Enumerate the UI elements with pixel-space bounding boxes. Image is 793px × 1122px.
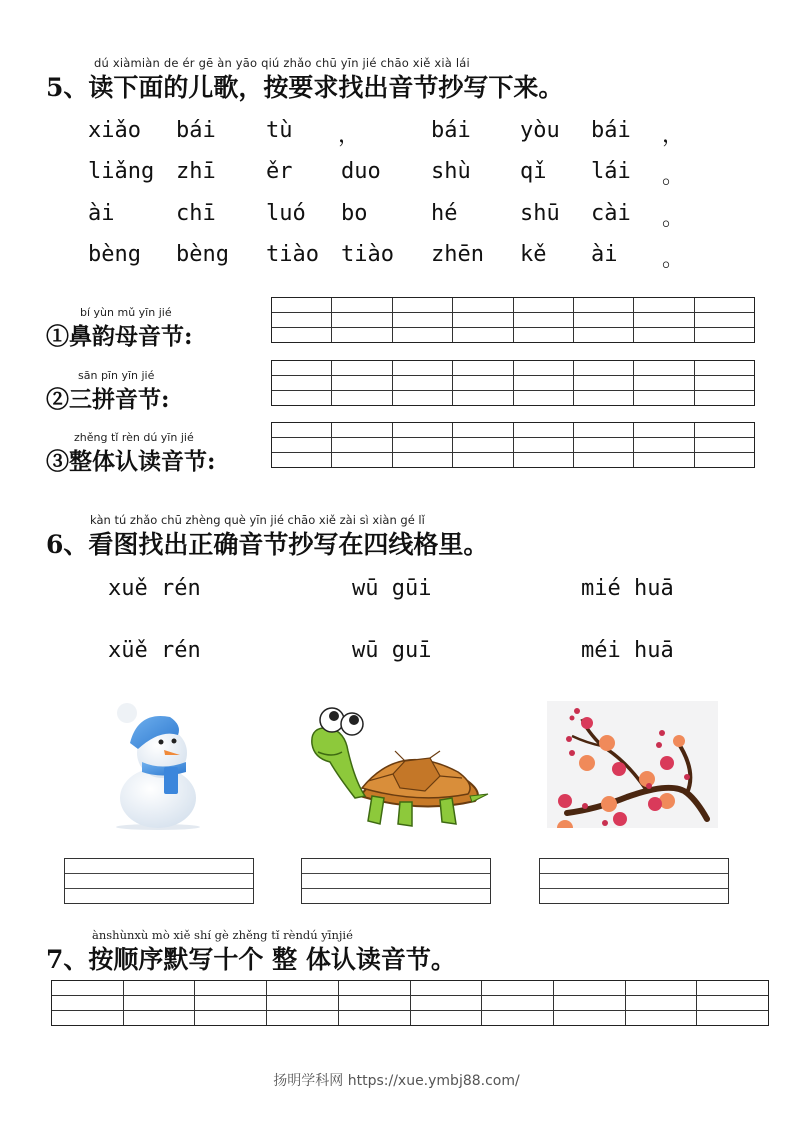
grid-cell[interactable]	[411, 981, 483, 1025]
song-syllable: shū	[520, 201, 560, 226]
option-plum-2: méi huā	[581, 638, 674, 663]
grid-cell[interactable]	[272, 361, 332, 405]
grid-cell[interactable]	[195, 981, 267, 1025]
grid-cell[interactable]	[393, 361, 453, 405]
song-punct: 。	[662, 206, 685, 231]
grid-cell[interactable]	[634, 361, 694, 405]
section6-title-pinyin: kàn tú zhǎo chū zhèng què yīn jié chāo xiě zài sì xiàn gé lǐ	[90, 513, 425, 527]
grid-cell[interactable]	[695, 361, 754, 405]
song-syllable: bèng	[88, 242, 141, 267]
subtask2-marker: ②	[46, 386, 69, 413]
grid-cell[interactable]	[697, 981, 768, 1025]
subtask3-pinyin: zhěng tǐ rèn dú yīn jié	[74, 431, 194, 444]
plum-blossom-picture	[547, 701, 718, 828]
grid-cell[interactable]	[272, 298, 332, 342]
song-syllable: ài	[88, 201, 115, 226]
subtask1-text: 鼻韵母音节:	[69, 323, 193, 350]
grid-cell[interactable]	[514, 423, 574, 467]
grid-cell[interactable]	[332, 361, 392, 405]
section6-number: 6、	[46, 530, 89, 559]
option-turtle-1: wū gūi	[352, 576, 432, 601]
subtask1-writing-grid[interactable]	[271, 297, 755, 343]
song-syllable: qǐ	[520, 159, 547, 184]
snowman-picture	[100, 695, 220, 830]
option-snowman-2: xüě rén	[108, 638, 201, 663]
grid-cell[interactable]	[393, 423, 453, 467]
section7-writing-grid[interactable]	[51, 980, 769, 1026]
grid-cell[interactable]	[453, 423, 513, 467]
grid-cell[interactable]	[332, 298, 392, 342]
option-plum-1: mié huā	[581, 576, 674, 601]
grid-cell[interactable]	[695, 423, 754, 467]
section5-title	[46, 68, 563, 104]
song-syllable: ài	[591, 242, 618, 267]
song-syllable: tiào	[266, 242, 319, 267]
song-punct: ，	[338, 123, 361, 148]
grid-cell[interactable]	[514, 361, 574, 405]
song-punct: 。	[662, 164, 685, 189]
song-syllable: bèng	[176, 242, 229, 267]
song-syllable: liǎng	[88, 159, 155, 184]
subtask3-text: 整体认读音节:	[69, 448, 216, 475]
grid-cell[interactable]	[453, 361, 513, 405]
section7-title-text: 按顺序默写十个 整 体认读音节。	[88, 945, 456, 974]
subtask3-marker: ③	[46, 448, 69, 475]
section7-title	[46, 940, 456, 976]
song-syllable: ěr	[266, 159, 293, 184]
grid-cell[interactable]	[482, 981, 554, 1025]
subtask2-writing-grid[interactable]	[271, 360, 755, 406]
song-syllable: hé	[431, 201, 458, 226]
song-syllable: bo	[341, 201, 368, 226]
song-syllable: lái	[591, 159, 631, 184]
grid-cell[interactable]	[453, 298, 513, 342]
song-punct: 。	[662, 247, 685, 272]
song-syllable: cài	[591, 201, 631, 226]
subtask3-writing-grid[interactable]	[271, 422, 755, 468]
song-syllable: kě	[520, 242, 547, 267]
subtask2-pinyin: sān pīn yīn jié	[78, 369, 155, 382]
grid-cell[interactable]	[52, 981, 124, 1025]
song-syllable: zhī	[176, 159, 216, 184]
grid-cell[interactable]	[574, 298, 634, 342]
song-syllable: yòu	[520, 118, 560, 143]
song-syllable: tiào	[341, 242, 394, 267]
grid-cell[interactable]	[124, 981, 196, 1025]
grid-cell[interactable]	[339, 981, 411, 1025]
song-punct: ，	[662, 123, 685, 148]
grid-cell[interactable]	[514, 298, 574, 342]
grid-cell[interactable]	[393, 298, 453, 342]
section5-title-pinyin: dú xiàmiàn de ér gē àn yāo qiú zhǎo chū yīn jié chāo xiě xià lái	[94, 56, 470, 70]
subtask1-label	[46, 318, 193, 351]
plum-answer-box[interactable]	[539, 858, 729, 904]
subtask3-label	[46, 443, 216, 476]
song-syllable: tù	[266, 118, 293, 143]
song-syllable: bái	[431, 118, 471, 143]
grid-cell[interactable]	[634, 298, 694, 342]
turtle-picture	[300, 696, 490, 831]
grid-cell[interactable]	[634, 423, 694, 467]
section6-title-text: 看图找出正确音节抄写在四线格里。	[88, 530, 489, 559]
section7-title-pinyin: ànshùnxù mò xiě shí gè zhěng tǐ rèndú yīnjié	[92, 928, 353, 942]
grid-cell[interactable]	[332, 423, 392, 467]
subtask1-pinyin: bí yùn mǔ yīn jié	[80, 306, 172, 319]
subtask2-label	[46, 381, 170, 414]
section7-number: 7、	[46, 945, 89, 974]
subtask2-text: 三拼音节:	[69, 386, 170, 413]
turtle-answer-box[interactable]	[301, 858, 491, 904]
song-syllable: chī	[176, 201, 216, 226]
song-syllable: xiǎo	[88, 118, 141, 143]
grid-cell[interactable]	[574, 423, 634, 467]
snowman-answer-box[interactable]	[64, 858, 254, 904]
subtask1-marker: ①	[46, 323, 69, 350]
song-syllable: luó	[266, 201, 306, 226]
song-syllable: shù	[431, 159, 471, 184]
song-syllable: zhēn	[431, 242, 484, 267]
section6-title	[46, 525, 488, 561]
grid-cell[interactable]	[267, 981, 339, 1025]
song-syllable: bái	[176, 118, 216, 143]
section5-title-text: 读下面的儿歌，按要求找出音节抄写下来。	[88, 73, 564, 102]
option-snowman-1: xuě rén	[108, 576, 201, 601]
section5-number: 5、	[46, 73, 89, 102]
grid-cell[interactable]	[695, 298, 754, 342]
song-syllable: bái	[591, 118, 631, 143]
grid-cell[interactable]	[554, 981, 626, 1025]
option-turtle-2: wū guī	[352, 638, 432, 663]
grid-cell[interactable]	[626, 981, 698, 1025]
grid-cell[interactable]	[272, 423, 332, 467]
song-syllable: duo	[341, 159, 381, 184]
footer-watermark: 扬明学科网 https://xue.ymbj88.com/	[273, 1073, 520, 1089]
grid-cell[interactable]	[574, 361, 634, 405]
